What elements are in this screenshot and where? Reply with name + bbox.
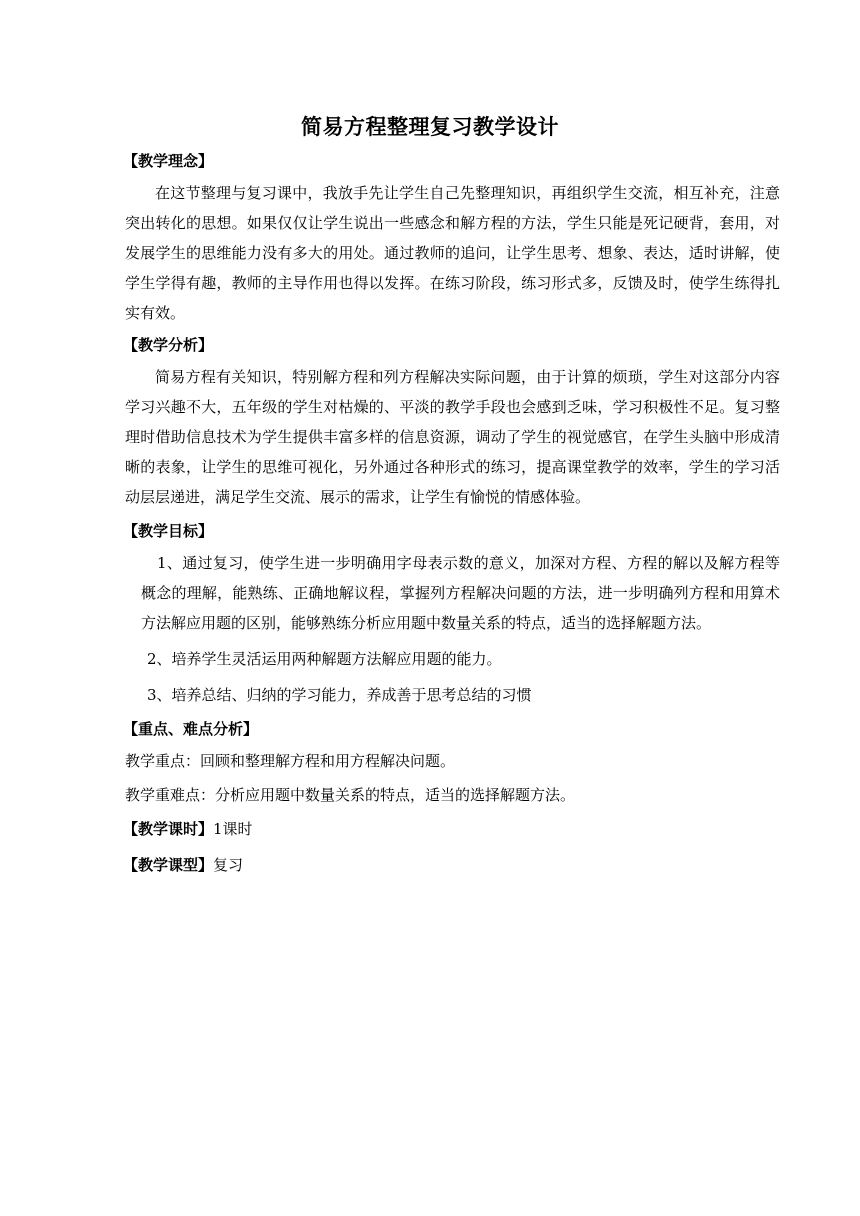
lesson-type-row (125, 850, 780, 880)
difficult-point-text: 教学重难点：分析应用题中数量关系的特点，适当的选择解题方法。 (125, 786, 576, 804)
teaching-hours-row (125, 814, 780, 844)
analysis-paragraph: 简易方程有关知识，特别解方程和列方程解决实际问题，由于计算的烦琐，学生对这部分内容学习兴趣不大，五年级的学生对枯燥的、平淡的教学手段也会感到乏味，学习积极性不足。复习整理时借助信息技术为学生提供丰富多样的信息资源，调动了学生的视觉感官，在学生头脑中形成清晰的表象，让学生的思维可视化，另外通过各种形式的练习，提高课堂教学的效率，学生的学习活动层层递进，满足学生交流、展示的需求，让学生有愉悦的情感体验。 (125, 368, 780, 506)
section-heading-analysis: 【教学分析】 (123, 336, 214, 354)
goal-item: 1、通过复习，使学生进一步明确用字母表示数的意义，加深对方程、方程的解以及解方程等概念的理解，能熟练、正确地解议程，掌握列方程解决问题的方法，进一步明确列方程和用算术方法解应用题的区别，能够熟练分析应用题中数量关系的特点，适当的选择解题方法。 (141, 554, 780, 632)
teaching-hours-value: 1课时 (213, 820, 253, 838)
document-title: 简易方程整理复习教学设计 (301, 115, 559, 139)
section-heading-type: 【教学课型】 (123, 856, 214, 874)
lesson-type-value: 复习 (213, 856, 244, 874)
goal-item: 3、培养总结、归纳的学习能力，养成善于思考总结的习惯 (147, 686, 532, 704)
document-body (125, 146, 780, 886)
section-heading-focus: 【重点、难点分析】 (123, 720, 259, 738)
section-heading-hours: 【教学课时】 (123, 820, 214, 838)
key-point-text: 教学重点：回顾和整理解方程和用方程解决问题。 (125, 752, 456, 770)
philosophy-paragraph: 在这节整理与复习课中，我放手先让学生自己先整理知识，再组织学生交流，相互补充，注意突出转化的思想。如果仅仅让学生说出一些感念和解方程的方法，学生只能是死记硬背，套用，对发展学生的思维能力没有多大的用处。通过教师的追问，让学生思考、想象、表达，适时讲解，使学生学得有趣，教师的主导作用也得以发挥。在练习阶段，练习形式多，反馈及时，使学生练得扎实有效。 (125, 184, 780, 322)
section-heading-goals: 【教学目标】 (123, 522, 214, 540)
section-heading-philosophy: 【教学理念】 (123, 152, 214, 170)
goal-item: 2、培养学生灵活运用两种解题方法解应用题的能力。 (147, 650, 502, 668)
